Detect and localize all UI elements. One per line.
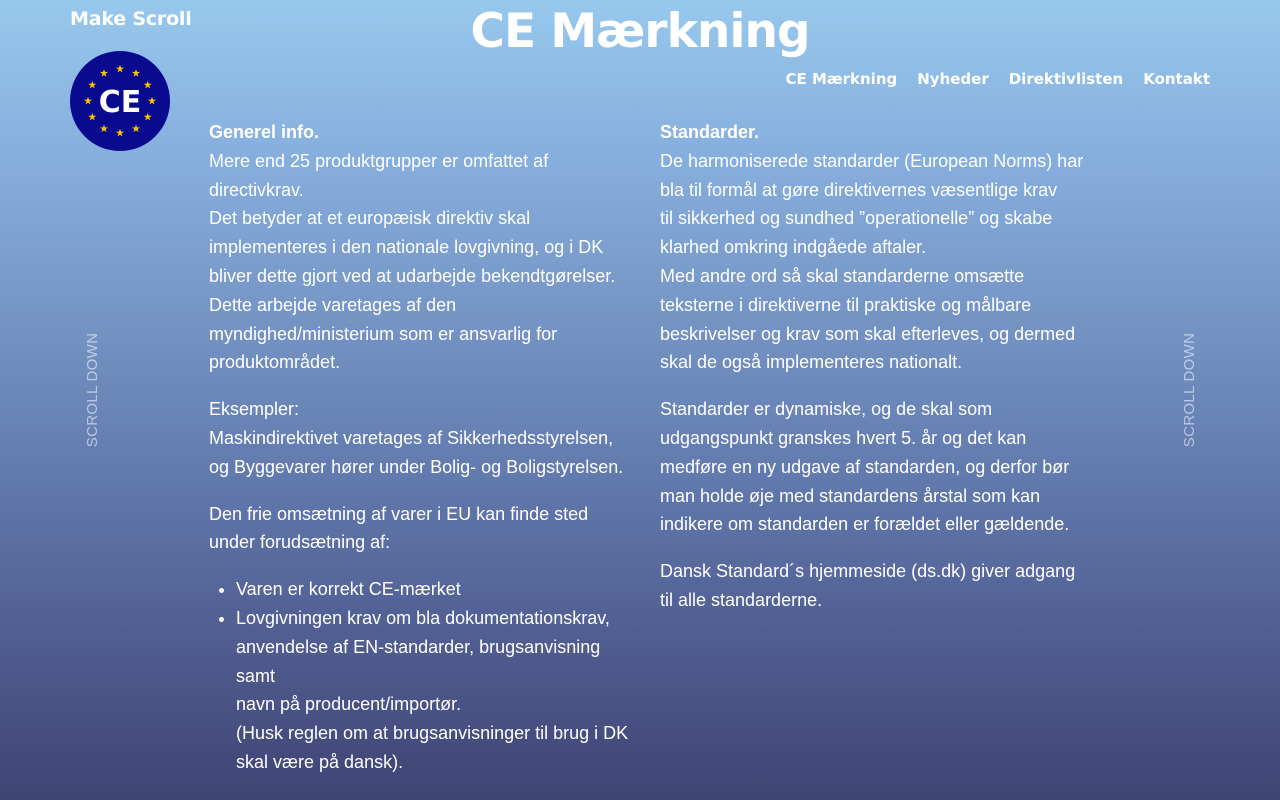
list-item-line: (Husk reglen om at brugsanvisninger til brug i DK skal være på dansk).: [236, 723, 629, 772]
standards-heading: Standarder.: [660, 122, 760, 142]
standards-column: [660, 118, 1090, 633]
scroll-down-hint-left[interactable]: SCROLL DOWN: [84, 332, 101, 448]
intro-line: Mere end 25 produktgrupper er omfattet af directivkrav.: [209, 150, 549, 200]
list-item: • Varen er korrekt CE-mærket: [236, 575, 629, 604]
nav-item-ce-maerkning[interactable]: CE Mærkning: [785, 70, 898, 88]
scroll-down-hint-right[interactable]: SCROLL DOWN: [1181, 332, 1198, 448]
general-info-heading: Generel info.: [209, 122, 320, 142]
nav-item-kontakt[interactable]: Kontakt: [1143, 70, 1210, 88]
general-info-column: [209, 118, 629, 777]
list-item-line: navn på producent/importør.: [236, 694, 462, 715]
standards-line: De harmoniserede standarder (European Norms) har bla til formål at gøre direktivernes væsentlige krav: [660, 150, 1084, 200]
main-nav: [786, 70, 1211, 88]
standards-line: Med andre ord så skal standarderne omsætte teksterne i direktiverne til praktiske og målbare beskrivelser og krav som skal efterleves, og dermed skal de også implementeres nationalt.: [660, 265, 1076, 373]
nav-item-direktivlisten[interactable]: Direktivlisten: [1008, 70, 1124, 88]
ds-link-paragraph: Dansk Standard´s hjemmeside (ds.dk) giver adgang til alle standarderne.: [660, 561, 1076, 610]
logo-text: CE: [98, 85, 142, 120]
standards-dynamic-paragraph: Standarder er dynamiske, og de skal som udgangspunkt granskes hvert 5. år og det kan medføre en ny udgave af standarden, og derfor bør man holde øje med standardens årstal som kan indikere om standarden er forældet eller gældende.: [660, 399, 1070, 535]
free-trade-paragraph: Den frie omsætning af varer i EU kan finde sted under forudsætning af:: [209, 503, 589, 553]
page-title: CE Mærkning: [470, 4, 810, 59]
standards-paragraph: [660, 118, 1090, 377]
examples-label: Eksempler:: [209, 399, 300, 420]
conditions-list: [209, 575, 629, 777]
general-info-paragraph: [209, 118, 629, 377]
examples-paragraph: [209, 395, 629, 481]
intro-line: Det betyder at et europæisk direktiv skal implementeres i den nationale lovgivning, og i DK bliver dette gjort ved at udarbejde bekendtgørelser.: [209, 208, 616, 286]
list-item-line: • Lovgivningen krav om bla dokumentationskrav, anvendelse af EN-standarder, brugsanvisning samt: [236, 607, 610, 686]
nav-item-nyheder[interactable]: Nyheder: [917, 70, 989, 88]
brand-name[interactable]: Make Scroll: [70, 8, 192, 30]
examples-text: Maskindirektivet varetages af Sikkerhedsstyrelsen, og Byggevarer hører under Bolig- og Boligstyrelsen.: [209, 427, 624, 477]
ce-logo-icon: [70, 51, 170, 151]
standards-line: til sikkerhed og sundhed ”operationelle” og skabe klarhed omkring indgåede aftaler.: [660, 208, 1053, 258]
list-item: [236, 604, 629, 777]
intro-line: Dette arbejde varetages af den myndighed/ministerium som er ansvarlig for produktområdet.: [209, 294, 558, 373]
